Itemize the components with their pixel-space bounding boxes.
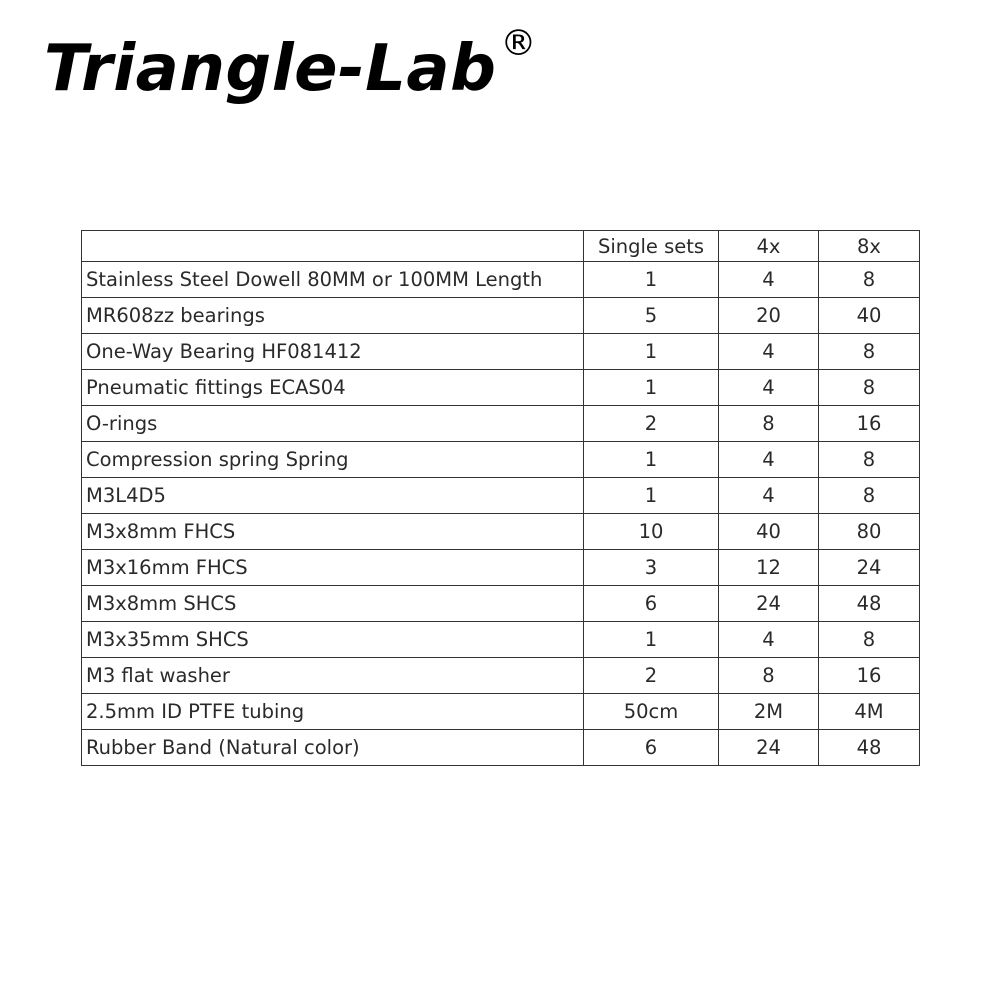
header-8x: 8x xyxy=(819,231,920,262)
qty-4x-cell: 8 xyxy=(719,658,819,694)
single-sets-cell: 1 xyxy=(584,262,719,298)
table-row xyxy=(82,550,920,586)
single-sets-cell: 1 xyxy=(584,334,719,370)
header-4x: 4x xyxy=(719,231,819,262)
header-item xyxy=(82,231,584,262)
table-row xyxy=(82,334,920,370)
part-name-cell: M3x35mm SHCS xyxy=(82,622,584,658)
part-name-cell: M3x16mm FHCS xyxy=(82,550,584,586)
table-row xyxy=(82,694,920,730)
single-sets-cell: 6 xyxy=(584,586,719,622)
qty-8x-cell: 48 xyxy=(819,586,920,622)
part-name-cell: M3x8mm FHCS xyxy=(82,514,584,550)
table-row xyxy=(82,442,920,478)
single-sets-cell: 1 xyxy=(584,622,719,658)
qty-4x-cell: 24 xyxy=(719,730,819,766)
qty-4x-cell: 4 xyxy=(719,262,819,298)
qty-4x-cell: 40 xyxy=(719,514,819,550)
registered-mark: ® xyxy=(500,23,537,64)
qty-8x-cell: 4M xyxy=(819,694,920,730)
qty-8x-cell: 8 xyxy=(819,622,920,658)
qty-4x-cell: 4 xyxy=(719,622,819,658)
table-row xyxy=(82,370,920,406)
part-name-cell: One-Way Bearing HF081412 xyxy=(82,334,584,370)
qty-8x-cell: 80 xyxy=(819,514,920,550)
table-row xyxy=(82,406,920,442)
qty-8x-cell: 8 xyxy=(819,370,920,406)
qty-4x-cell: 24 xyxy=(719,586,819,622)
part-name-cell: 2.5mm ID PTFE tubing xyxy=(82,694,584,730)
qty-4x-cell: 4 xyxy=(719,442,819,478)
table-row xyxy=(82,514,920,550)
part-name-cell: O-rings xyxy=(82,406,584,442)
part-name-cell: Rubber Band (Natural color) xyxy=(82,730,584,766)
single-sets-cell: 1 xyxy=(584,478,719,514)
qty-4x-cell: 4 xyxy=(719,478,819,514)
single-sets-cell: 1 xyxy=(584,442,719,478)
table-row xyxy=(82,658,920,694)
qty-8x-cell: 24 xyxy=(819,550,920,586)
qty-8x-cell: 48 xyxy=(819,730,920,766)
single-sets-cell: 50cm xyxy=(584,694,719,730)
part-name-cell: Compression spring Spring xyxy=(82,442,584,478)
qty-8x-cell: 8 xyxy=(819,262,920,298)
part-name-cell: Pneumatic fittings ECAS04 xyxy=(82,370,584,406)
qty-8x-cell: 8 xyxy=(819,334,920,370)
table-row xyxy=(82,262,920,298)
qty-8x-cell: 16 xyxy=(819,406,920,442)
single-sets-cell: 5 xyxy=(584,298,719,334)
single-sets-cell: 1 xyxy=(584,370,719,406)
qty-8x-cell: 40 xyxy=(819,298,920,334)
single-sets-cell: 3 xyxy=(584,550,719,586)
brand-name: Triangle-Lab xyxy=(44,32,497,106)
single-sets-cell: 6 xyxy=(584,730,719,766)
part-name-cell: M3x8mm SHCS xyxy=(82,586,584,622)
single-sets-cell: 2 xyxy=(584,658,719,694)
qty-8x-cell: 8 xyxy=(819,478,920,514)
table-row xyxy=(82,622,920,658)
table-row xyxy=(82,478,920,514)
table-row xyxy=(82,586,920,622)
table-row xyxy=(82,298,920,334)
qty-4x-cell: 4 xyxy=(719,334,819,370)
single-sets-cell: 2 xyxy=(584,406,719,442)
brand-logo xyxy=(44,24,536,114)
part-name-cell: M3L4D5 xyxy=(82,478,584,514)
header-single-sets: Single sets xyxy=(584,231,719,262)
single-sets-cell: 10 xyxy=(584,514,719,550)
part-name-cell: Stainless Steel Dowell 80MM or 100MM Length xyxy=(82,262,584,298)
table-body xyxy=(82,262,920,766)
qty-8x-cell: 16 xyxy=(819,658,920,694)
qty-4x-cell: 2M xyxy=(719,694,819,730)
parts-table xyxy=(81,230,920,766)
table-header-row xyxy=(82,231,920,262)
qty-4x-cell: 12 xyxy=(719,550,819,586)
qty-4x-cell: 20 xyxy=(719,298,819,334)
qty-4x-cell: 8 xyxy=(719,406,819,442)
part-name-cell: MR608zz bearings xyxy=(82,298,584,334)
table-row xyxy=(82,730,920,766)
qty-8x-cell: 8 xyxy=(819,442,920,478)
qty-4x-cell: 4 xyxy=(719,370,819,406)
part-name-cell: M3 flat washer xyxy=(82,658,584,694)
